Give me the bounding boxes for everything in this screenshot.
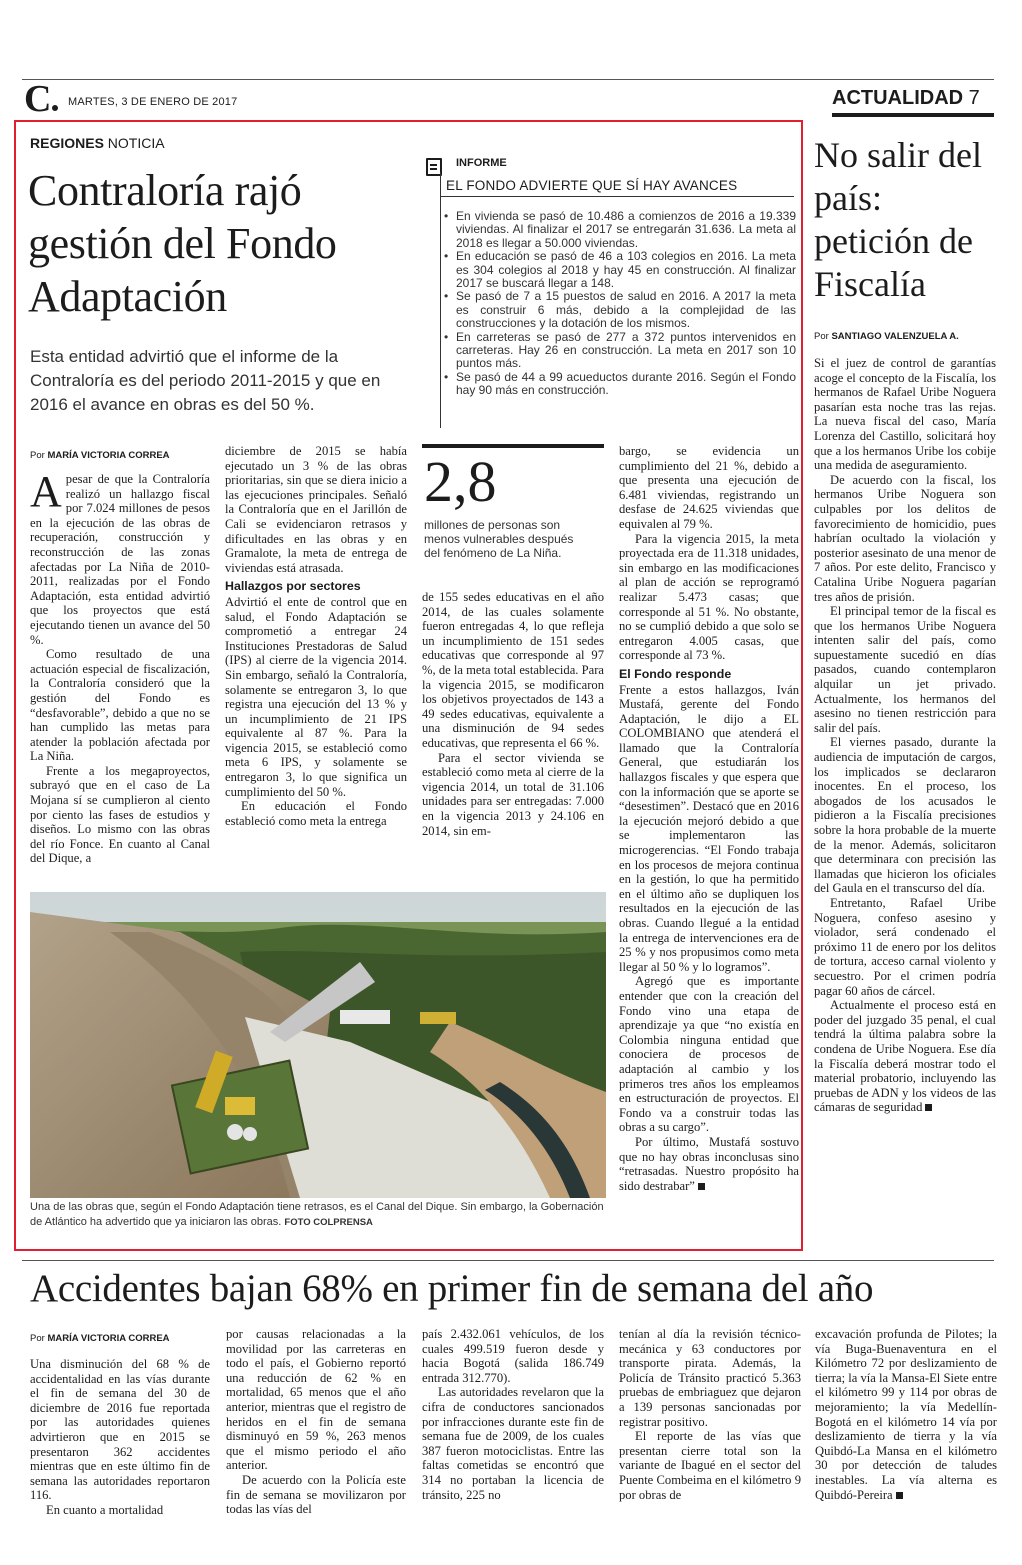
paragraph: bargo, se evidencia un cumplimiento del 21 %, debido a que presenta una ejecución de 6.481 viviendas, registrando un desfase de 24.625 viviendas que equivalen al 79 %. (619, 444, 799, 531)
paragraph: El viernes pasado, durante la audiencia de imputación de cargos, los implicados se declararon inocentes. En el proceso, los abogados de los acusados le pidieron a la Fiscalía precisiones sobre la hora probable de la muerte de la menor. Además, solicitaron que determinara con precisión las llamadas que hicieron los oficiales del Gaula en el transcurso del día. (814, 735, 996, 896)
paragraph: Por último, Mustafá sostuvo que no hay obras inconclusas sino “retrasadas. Nuestro propósito ha sido destrabar” (619, 1134, 799, 1193)
paragraph: Si el juez de control de garantías acoge el concepto de la Fiscalía, los hermanos de Rafael Uribe Noguera pasarían esta noche tras las rejas. La nueva fiscal del caso, María Lorenza del Castillo, solicitará hoy que a los hermanos Uribe los cobije una medida de aseguramiento. (814, 356, 996, 473)
paragraph: país 2.432.061 vehículos, de los cuales 499.519 fueron desde y hacia Bogotá (salida 186.749 entrada 312.770). (422, 1327, 604, 1385)
paragraph: tenían al día la revisión técnico-mecánica y 63 conductores por transporte pirata. Además, la Policía de Tránsito practicó 5.363 pruebas de embriaguez que dejaron a 139 personas sancionadas por registrar positivo. (619, 1327, 801, 1429)
main-deck: Esta entidad advirtió que el informe de la Contraloría es del periodo 2011-2015 y que en 2016 el avance en obras es del 50 %. (30, 347, 381, 414)
bottom-column-1 (30, 1357, 210, 1518)
paragraph: El principal temor de la fiscal es que los hermanos Uribe Noguera intenten salir del país, como supuestamente sucedió en días pasados, cuando contemplaron alquilar un jet privado. Actualmente, los hermanos del asesino no tienen restricción para salir del país. (814, 604, 996, 735)
main-column-3 (422, 590, 604, 838)
bottom-column-4 (619, 1327, 801, 1502)
stat-rule (422, 444, 604, 448)
lead-paragraph: Apesar de que la Contraloría realizó un hallazgo fiscal por 7.024 millones de pesos en la ejecución de las obras de recuperación, construcción y reconstrucción de las zonas afectadas por La Niña de 2010-2011, realizadas por el Fondo Adaptación, esta entidad advirtió que los proyectos que está ejecutando tienen un avance del 50 %. (30, 467, 210, 647)
article-photo (30, 892, 606, 1198)
subhead-hallazgos: Hallazgos por sectores (225, 579, 361, 594)
paragraph: por causas relacionadas a la movilidad por las carreteras en todo el país, el Gobierno reportó una reducción de 62 % en mortalidad, 65 menos que el año anterior, mientras que el registro de heridos en el fin de semana disminuyó en 59 %, 263 menos que el mismo periodo el año anterior. (226, 1327, 406, 1473)
main-byline: Por MARÍA VICTORIA CORREA (30, 450, 170, 461)
end-mark-icon (925, 1104, 932, 1111)
paragraph: Para el sector vivienda se estableció como meta al cierre de la vigencia 2014, un total de 31.106 unidades para ser entregadas: 7.000 en la vigencia 2013 y 24.106 en 2014, sin em- (422, 750, 604, 838)
section-header-rule (832, 113, 994, 117)
informe-item: • En educación se pasó de 46 a 103 colegios en 2016. La meta es 304 colegios al 2018 y hay 45 en construcción. Al finalizar 2017 se buscará llegar a 148. (442, 250, 796, 290)
informe-box (420, 152, 802, 432)
main-headline: Contraloría rajó gestión del Fondo Adaptación (28, 166, 337, 321)
informe-label: INFORME (456, 157, 507, 169)
paragraph: En cuanto a mortalidad (46, 1502, 164, 1517)
informe-item: • Se pasó de 44 a 99 acueductos durante 2016. Según el Fondo hay 90 más en construcción. (442, 371, 796, 398)
informe-left-rule (440, 172, 441, 428)
bottom-divider (22, 1260, 994, 1261)
bottom-column-5 (815, 1327, 997, 1502)
paragraph: Agregó que es importante entender que con la creación del Fondo vino una etapa de aprendizaje ya que “no existía en Colombia ninguna entidad que conociera de procesos de adaptación al cambio y los primeros tres años los empleamos en estructuración de proyectos. El Fondo va a construir todas las obras a su cargo”. (619, 974, 799, 1135)
paragraph: Actualmente el proceso está en poder del juzgado 35 penal, el cual tendrá la última palabra sobre la condena de Uribe Noguera. Ese día la Fiscalía deberá mostrar todo el material probatorio, incluyendo las pruebas de ADN y los videos de las cámaras de seguridad (814, 998, 996, 1115)
side-column (814, 356, 996, 1115)
paragraph: Para la vigencia 2015, la meta proyectada era de 11.318 unidades, sin embargo en las modificaciones al plan de acción se reprogramó realizar 5.473 casas; que corresponde al 51 %. No obstante, no se cumplió debido a que solo se entregaron 4.005 casas, que corresponde al 73 %. (619, 531, 799, 663)
main-column-4 (619, 444, 799, 1193)
bottom-headline: Accidentes bajan 68% en primer fin de semana del año (30, 1267, 874, 1310)
paragraph: Una disminución del 68 % de accidentalidad en las vías durante el fin de semana del 30 de diciembre de 2016 fue reportada por las autoridades quienes advirtieron que en 2015 se presentaron 362 accidentes mientras que en este último fin de semana las autoridades reportaron 116. (30, 1357, 210, 1503)
header-rule (22, 79, 994, 80)
bottom-column-3 (422, 1327, 604, 1502)
side-headline: No salir del país: petición de Fiscalía (814, 135, 982, 304)
informe-rule (440, 196, 794, 197)
informe-item: • En vivienda se pasó de 10.486 a comienzos de 2016 a 19.339 viviendas. Al finalizar el 2017 se entregarán 31.636. La meta al 2018 es llegar a 50.000 viviendas. (442, 210, 796, 250)
section-header (832, 87, 980, 110)
paragraph: excavación profunda de Pilotes; la vía Buga-Buenaventura en el Kilómetro 72 por deslizamiento de tierra; la vía la Mansa-El Siete entre el kilómetro 99 y 114 por obras de mejoramiento; la vía Medellín-Bogotá en el kilómetro 14 vía por deslizamiento de tierra y la vía Quibdó-La Mansa en el kilómetro 30 por detección de taludes inestables. La vía alterna es Quibdó-Pereira (815, 1327, 997, 1502)
paragraph: de 155 sedes educativas en el año 2014, de las cuales solamente fueron entregadas 4, lo que refleja un incumplimiento de 151 sedes educativas que corresponde al 97 %, de la meta total establecida. Para la vigencia 2015, se modificaron los objetivos proyectados de 143 a 49 sedes educativas, equivalente a una disminución de 94 sedes educativas, que representa el 66 %. (422, 590, 604, 750)
photo-caption: Una de las obras que, según el Fondo Adaptación tiene retrasos, es el Canal del Dique. Sin embargo, la Gobernación de Atlántico ha advertido que ya iniciaron las obras. FOTO COLPRENSA (30, 1201, 604, 1228)
section-name: ACTUALIDAD (832, 87, 964, 109)
section-label: REGIONES NOTICIA (30, 135, 165, 151)
side-byline: Por SANTIAGO VALENZUELA A. (814, 331, 959, 342)
bottom-column-2 (226, 1327, 406, 1517)
drop-cap: A (30, 467, 62, 516)
paragraph: El reporte de las vías que presentan cierre total son la variante de Ibagué en el sector del Puente Combeima en el kilómetro 9 por obras de (619, 1429, 801, 1502)
bottom-byline: Por MARÍA VICTORIA CORREA (30, 1333, 170, 1344)
canal-del-dique-photo (30, 892, 606, 1198)
paragraph: Frente a los megaproyectos, subrayó que en el caso de La Mojana sí se cumplieron al ciento por ciento las fases de estudios y diseños. Lo mismo con las obras del río Fonce. En cuanto al Canal del Dique, a (30, 763, 210, 866)
paragraph: En educación el Fondo estableció como meta la entrega (225, 799, 407, 828)
paragraph: Las autoridades revelaron que la cifra de conductores sancionados por infracciones durante este fin de semana fue de 2009, de los cuales 387 fueron motociclistas. Entre las faltas cometidas se encontró que 314 no portaban la licencia de tránsito, 225 no (422, 1385, 604, 1502)
stat-number: 2,8 (424, 449, 497, 514)
main-column-1 (30, 467, 210, 866)
paragraph: Advirtió el ente de control que en salud, el Fondo Adaptación se comprometió a entregar 24 Instituciones Prestadoras de Salud (IPS) al cierre de la vigencia 2014. Sin embargo, señaló la Contraloría, solamente se entregaron 3, lo que registra una ejecución del 13 % y un incumplimiento de 21 IPS equivalente al 87 %. Para la vigencia 2015, se estableció como meta 6 IPS, y solamente se entregaron 3, lo que significa un cumplimiento del 50 %. (225, 594, 407, 799)
paragraph: diciembre de 2015 se había ejecutado un 3 % de las obras prioritarias, sin que se diera inicio a las ejecuciones principales. Señaló la Contraloría que en el Jarillón de Cali se evidenciaron retrasos y dificultades en las obras y en Gramalote, la meta de entrega de viviendas está atrasada. (225, 444, 407, 575)
informe-list (442, 210, 796, 398)
newspaper-logo: C (24, 81, 58, 117)
main-column-2 (225, 444, 407, 828)
end-mark-icon (698, 1183, 705, 1190)
issue-date: MARTES, 3 DE ENERO DE 2017 (68, 96, 238, 108)
informe-title: EL FONDO ADVIERTE QUE SÍ HAY AVANCES (446, 178, 738, 193)
paragraph: Como resultado de una actuación especial de fiscalización, la Contraloría consideró que la gestión del Fondo es “desfavorable”, debido a que no se han cumplido las metas para atender la población afectada por La Niña. (30, 647, 210, 764)
paragraph: Entretanto, Rafael Uribe Noguera, confeso asesino y violador, será condenado el próximo 11 de enero por los delitos de tortura, acceso carnal violento y secuestro. Por el crimen podría pagar 60 años de cárcel. (814, 895, 996, 998)
paragraph: De acuerdo con la Policía este fin de semana se movilizaron por todas las vías del (226, 1472, 406, 1517)
page-number: 7 (968, 87, 980, 109)
paragraph: De acuerdo con la fiscal, los hermanos Uribe Noguera son culpables por los delitos de favorecimiento de homicidio, pues habrían ocultado la violación y posterior asesinato de una menor de 7 años. Por este delito, Francisco y Catalina Uribe Noguera pagarían tres años de prisión. (814, 472, 996, 604)
paragraph: Frente a estos hallazgos, Iván Mustafá, gerente del Fondo Adaptación, le dijo a EL COLOMBIANO que atenderá el llamado que la Contraloría General, que estudiarán los hallazgos fiscales y que espera que con la información que se aporte se “desestimen”. Destacó que en 2016 la ejecución mejoró debido a que se implementaron las microgerencias. “El Fondo trabaja en los procesos de mejora continua en la gestión, lo que ha permitido en el último año se dupliquen los resultados en la ejecución de las obras. Cuando llegué a la entidad la entrega de intervenciones era de 25 % y nos propusimos como meta llegar al 50 % y lo logramos”. (619, 682, 799, 974)
stat-caption: millones de personas son menos vulnerables después del fenómeno de La Niña. (424, 518, 574, 560)
informe-item: • Se pasó de 7 a 15 puestos de salud en 2016. A 2017 la meta es construir 6 más, debido a la complejidad de las construcciones y la dotación de los mismos. (442, 290, 796, 330)
photo-credit: FOTO COLPRENSA (284, 1217, 373, 1228)
end-mark-icon (896, 1492, 903, 1499)
subhead-fondo: El Fondo responde (619, 666, 732, 681)
informe-item: • En carreteras se pasó de 277 a 372 puntos intervenidos en carreteras. Hay 26 en construcción. La meta en 2017 son 10 puntos más. (442, 331, 796, 371)
